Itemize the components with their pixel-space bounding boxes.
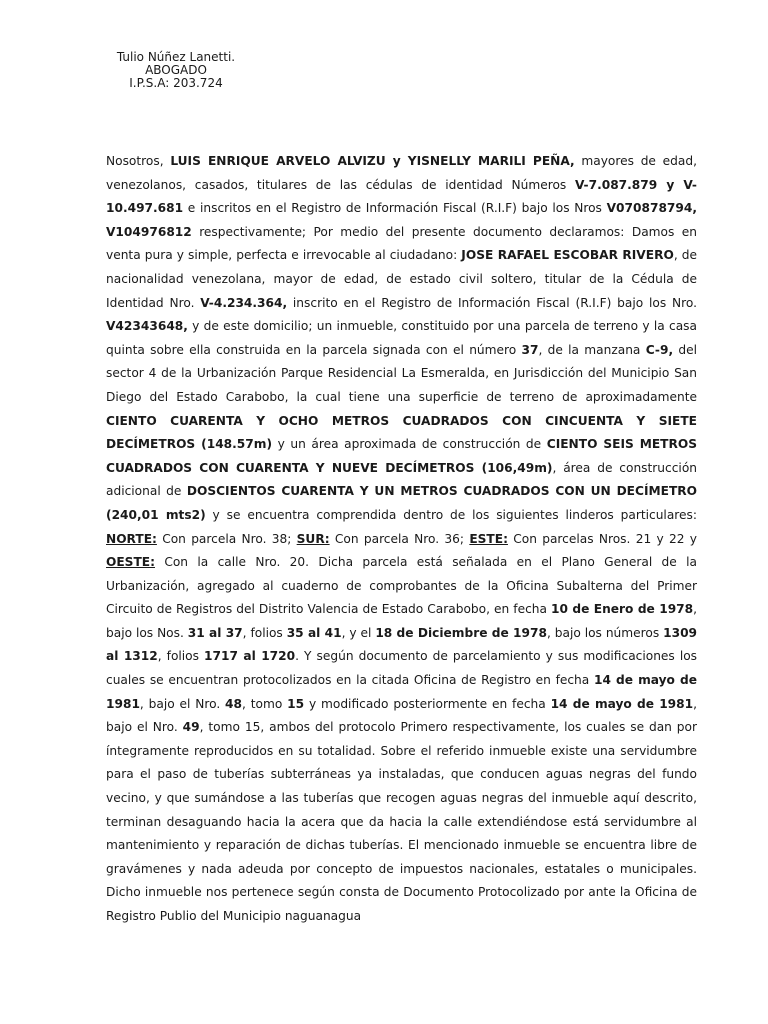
boundary-heading bbox=[297, 532, 330, 546]
body-text-run: , folios bbox=[242, 625, 287, 640]
ipsa-number: I.P.S.A: 203.724 bbox=[129, 76, 223, 90]
body-text-run: y un área aproximada de construcción de bbox=[272, 437, 547, 452]
bold-text: 49 bbox=[182, 720, 200, 735]
boundary-label: NORTE: bbox=[106, 531, 157, 546]
body-text-run: , de la manzana bbox=[538, 342, 646, 357]
lawyer-title: ABOGADO bbox=[145, 63, 207, 77]
boundary-label: ESTE: bbox=[469, 531, 508, 546]
bold-text: 10 de Enero de 1978 bbox=[551, 602, 694, 617]
bold-text: 31 al 37 bbox=[187, 625, 243, 640]
bold-text: C-9, bbox=[645, 342, 674, 357]
body-text-run: , área de construcción adicional de bbox=[106, 460, 697, 499]
bold-text: 35 al 41 bbox=[286, 625, 342, 640]
body-text-run: , bajo los números bbox=[546, 625, 664, 640]
body-text-run: , bajo los Nos. bbox=[106, 602, 698, 640]
body-text-run: mayores de edad, venezolanos, casados, titulares de las cédulas de identidad Números bbox=[106, 154, 697, 192]
boundary-heading bbox=[106, 532, 157, 546]
body-text-run: , folios bbox=[157, 649, 205, 664]
body-text-run: Nosotros, bbox=[106, 154, 171, 168]
body-text-run: , tomo 15, ambos del protocolo Primero respectivamente, los cuales se dan por íntegramente reproducidos en su totalidad. Sobre el referido inmueble existe una servidumbre para el paso de tuberías subterráneas ya instaladas, que conducen aguas negras del fundo vecino, y que sumándose a las tuberías que recogen aguas negras del inmueble aquí descrito, terminan desaguando hacia la acera que da hacia la calle extendiéndose está servidumbre al mantenimiento y reparación de dichas tuberías. El mencionado inmueble se encuentra libre de gravámenes y nada adeuda por concepto de impuestos nacionales, estatales o municipales. Dicho inmueble nos pertenece según consta de Documento Protocolizado por ante la Oficina de Registro Publio del Municipio naguanagua bbox=[106, 720, 698, 923]
bold-text: V-4.234.364, bbox=[200, 295, 288, 310]
bold-text: V-7.087.879 y V-10.497.681 bbox=[106, 177, 697, 216]
body-text-run: Con parcela Nro. 36; bbox=[329, 531, 470, 546]
bold-text: CIENTO CUARENTA Y OCHO METROS CUADRADOS CON CINCUENTA Y SIETE DECÍMETROS (148.57m) bbox=[106, 413, 697, 452]
body-text-run: del sector 4 de la Urbanización Parque Residencial La Esmeralda, en Jurisdicción del Municipio San Diego del Estado Carabobo, la cual tiene una superficie de terreno de aproximadamente bbox=[106, 342, 697, 404]
boundary-heading bbox=[469, 532, 508, 546]
body-text-run: , tomo bbox=[242, 696, 288, 711]
bold-text: CIENTO SEIS METROS CUADRADOS CON CUARENTA Y NUEVE DECÍMETROS (106,49m) bbox=[106, 437, 698, 475]
bold-text: 1309 al 1312 bbox=[106, 625, 698, 664]
body-text-run: , de nacionalidad venezolana, mayor de edad, de estado civil soltero, titular de la Cédula de Identidad Nro. bbox=[106, 248, 698, 310]
body-text-run: Con parcela Nro. 38; bbox=[156, 531, 297, 546]
body-text-run: respectivamente; Por medio del presente documento declaramos: Damos en venta pura y simple, perfecta e irrevocable al ciudadano: bbox=[106, 224, 697, 263]
body-text-run: inscrito en el Registro de Información Fiscal (R.I.F) bajo los Nro. bbox=[287, 295, 697, 310]
lawyer-name: Tulio Núñez Lanetti. bbox=[116, 50, 236, 64]
letterhead bbox=[106, 51, 246, 90]
bold-text: 37 bbox=[521, 342, 539, 357]
bold-text: 1717 al 1720 bbox=[204, 649, 296, 664]
boundary-label: OESTE: bbox=[106, 555, 155, 570]
body-text-run: , bajo el Nro. bbox=[139, 696, 226, 711]
bold-text: LUIS ENRIQUE ARVELO ALVIZU y YISNELLY MARILI PEÑA, bbox=[170, 154, 575, 168]
boundary-label: SUR: bbox=[296, 531, 330, 546]
bold-text: DOSCIENTOS CUARENTA Y UN METROS CUADRADOS CON UN DECÍMETRO (240,01 mts2) bbox=[106, 484, 697, 522]
body-text-run: y se encuentra comprendida dentro de los siguientes linderos particulares: bbox=[205, 507, 697, 522]
body-text-run: Con la calle Nro. 20. Dicha parcela está señalada en el Plano General de la Urbanización, agregado al cuaderno de comprobantes de la Oficina Subalterna del Primer Circuito de Registros del Distrito Valencia de Estado Carabobo, en fecha bbox=[106, 555, 697, 617]
body-text-run: , y el bbox=[341, 625, 376, 640]
bold-text: 14 de mayo de 1981 bbox=[106, 673, 697, 711]
bold-text: JOSE RAFAEL ESCOBAR RIVERO bbox=[461, 248, 674, 263]
body-text-run: . Y según documento de parcelamiento y sus modificaciones los cuales se encuentran protocolizados en la citada Oficina de Registro en fecha bbox=[106, 649, 698, 688]
bold-text: 18 de Diciembre de 1978 bbox=[375, 625, 547, 640]
bold-text: V070878794, V104976812 bbox=[106, 201, 697, 239]
bold-text: 15 bbox=[287, 696, 305, 711]
body-text-run: , bajo el Nro. bbox=[106, 696, 697, 735]
document-body bbox=[106, 150, 697, 929]
body-text-run: e inscritos en el Registro de Información Fiscal (R.I.F) bajo los Nros bbox=[183, 201, 607, 216]
body-text-run: y de este domicilio; un inmueble, constituido por una parcela de terreno y la casa quinta sobre ella construida en la parcela signada con el número bbox=[106, 319, 697, 357]
body-text-run: Con parcelas Nros. 21 y 22 y bbox=[507, 531, 698, 546]
body-text-run: y modificado posteriormente en fecha bbox=[304, 696, 551, 711]
bold-text: 14 de mayo de 1981 bbox=[550, 696, 694, 711]
boundary-heading bbox=[106, 555, 155, 569]
bold-text: 48 bbox=[225, 696, 243, 711]
bold-text: V42343648, bbox=[106, 319, 188, 334]
